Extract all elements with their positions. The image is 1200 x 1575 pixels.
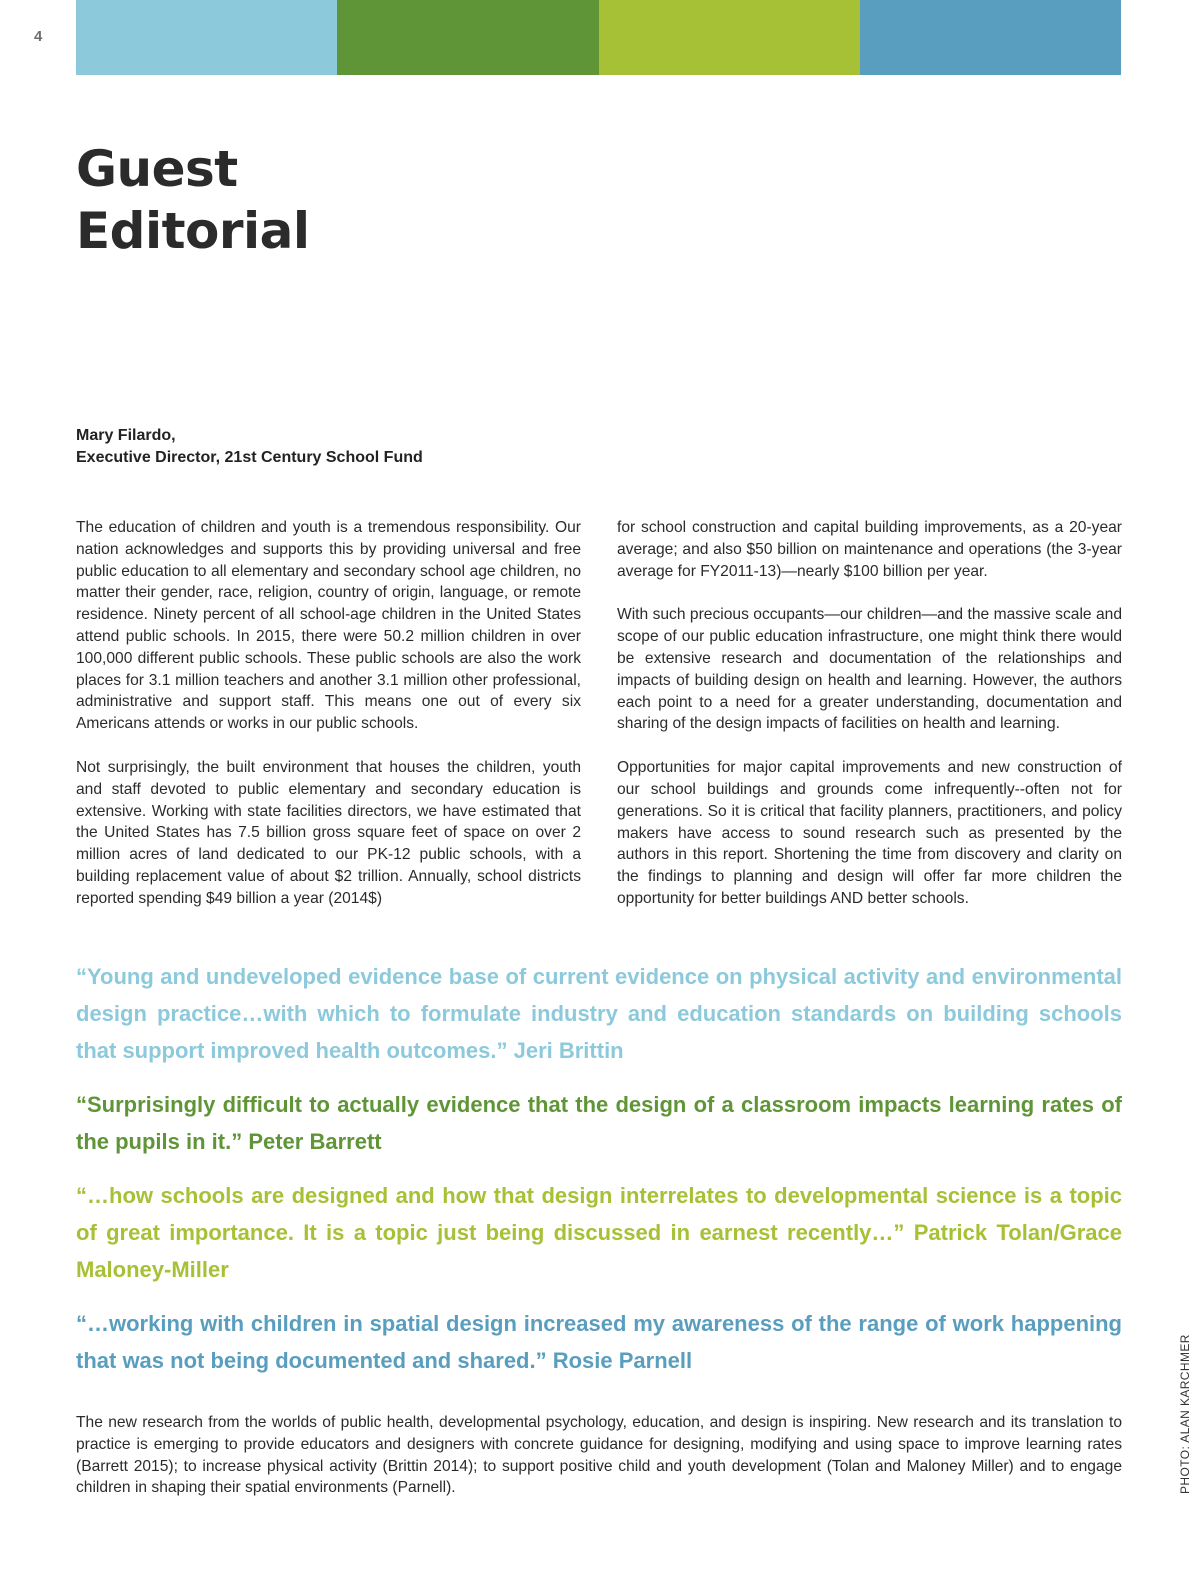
photo-credit: PHOTO: ALAN KARCHMER — [1178, 1334, 1192, 1494]
pull-quote: “Surprisingly difficult to actually evidence that the design of a classroom impacts learning rates of the pupils in it.” Peter Barrett — [76, 1092, 1122, 1154]
body-paragraph: Not surprisingly, the built environment that houses the children, youth and staff devoted to public elementary and secondary education is extensive. Working with state facilities directors, we have estimated that the United States has 7.5 billion gross square feet of space on over 2 million acres of land dedicated to our PK-12 public schools, with a building replacement value of about $2 trillion. Annually, school districts reported spending $49 billion a year (2014$) — [76, 758, 581, 907]
author-name: Mary Filardo, — [76, 427, 176, 444]
left-column — [76, 517, 581, 932]
pull-quotes — [76, 958, 1122, 1396]
page-title-line: Editorial — [76, 202, 310, 260]
color-bar-segment — [337, 0, 598, 75]
pull-quote: “Young and undeveloped evidence base of current evidence on physical activity and environmental design practice…with which to formulate industry and education standards on building schools that support improved health outcomes.” Jeri Brittin — [76, 964, 1122, 1063]
color-bar-segment — [860, 0, 1121, 75]
body-paragraph: for school construction and capital building improvements, as a 20-year average; and also $50 billion on maintenance and operations (the 3-year average for FY2011-13)—nearly $100 billion per year. — [617, 519, 1122, 580]
pull-quote: “…working with children in spatial design increased my awareness of the range of work happening that was not being documented and shared.” Rosie Parnell — [76, 1311, 1122, 1373]
article-body — [76, 517, 1122, 932]
pull-quote: “…how schools are designed and how that design interrelates to developmental science is a topic of great importance. It is a topic just being discussed in earnest recently…” Patrick Tolan/Grace Maloney-Miller — [76, 1183, 1122, 1282]
header-color-bar — [76, 0, 1121, 75]
right-column — [617, 517, 1122, 932]
author-role: Executive Director, 21st Century School Fund — [76, 449, 423, 466]
closing-paragraph: The new research from the worlds of public health, developmental psychology, education, and design is inspiring. New research and its translation to practice is emerging to provide educators and designers with concrete guidance for designing, modifying and using space to improve learning rates (Barrett 2015); to increase physical activity (Brittin 2014); to support positive child and youth development (Tolan and Maloney Miller) and to engage children in shaping their spatial environments (Parnell). — [76, 1414, 1122, 1497]
body-paragraph: Opportunities for major capital improvements and new construction of our school buildings and grounds come infrequently--often not for generations. So it is critical that facility planners, practitioners, and policy makers have access to sound research such as presented by the authors in this report. Shortening the time from discovery and clarity on the findings to planning and design will offer far more children the opportunity for better buildings AND better schools. — [617, 759, 1122, 907]
author-byline — [76, 425, 423, 469]
body-paragraph: With such precious occupants—our children—and the massive scale and scope of our public education infrastructure, one might think there would be extensive research and documentation of the relationships and impacts of building design on health and learning. However, the authors each point to a need for a greater understanding, documentation and sharing of the design impacts of facilities on health and learning. — [617, 606, 1122, 733]
page-title-line: Guest — [76, 140, 238, 198]
color-bar-segment — [599, 0, 860, 75]
page-title — [76, 138, 310, 262]
page-number: 4 — [34, 28, 43, 45]
color-bar-segment — [76, 0, 337, 75]
body-paragraph: The education of children and youth is a tremendous responsibility. Our nation acknowledges and supports this by providing universal and free public education to all elementary and secondary school age children, no matter their gender, race, religion, country of origin, language, or remote residence. Ninety percent of all school-age children in the United States attend public schools. In 2015, there were 50.2 million children in over 100,000 different public schools. These public schools are also the work places for 3.1 million teachers and another 3.1 million other professional, administrative and support staff. This means one out of every six Americans attends or works in our public schools. — [76, 519, 581, 733]
